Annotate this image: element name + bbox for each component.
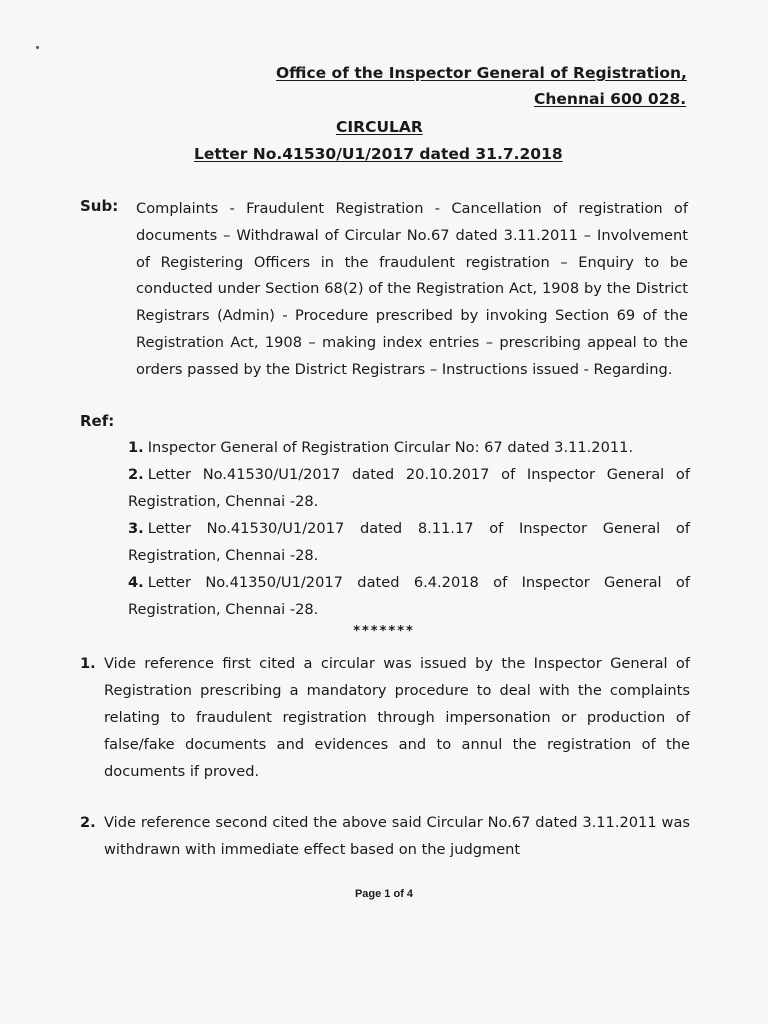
paragraph-number: 2. bbox=[80, 814, 96, 831]
reference-number: 1. bbox=[128, 439, 144, 456]
reference-number: 3. bbox=[128, 520, 144, 537]
office-title: Office of the Inspector General of Registration, bbox=[276, 64, 687, 82]
section-separator: ******* bbox=[353, 624, 415, 639]
paragraph-text: Vide reference first cited a circular was issued by the Inspector General of Registration prescribing a mandatory procedure to deal with the complaints relating to fraudulent registration through impersonation or production of false/fake documents and evidences and to annul the registration of the documents if proved. bbox=[104, 655, 690, 780]
circular-title: CIRCULAR bbox=[336, 118, 423, 136]
reference-text: Inspector General of Registration Circular No: 67 dated 3.11.2011. bbox=[147, 439, 634, 456]
letter-reference: Letter No.41530/U1/2017 dated 31.7.2018 bbox=[194, 145, 563, 163]
scan-speck bbox=[36, 46, 39, 49]
reference-item bbox=[128, 461, 690, 515]
reference-number: 4. bbox=[128, 574, 144, 591]
reference-number: 2. bbox=[128, 466, 144, 483]
paragraph-text: Vide reference second cited the above said Circular No.67 dated 3.11.2011 was withdrawn with immediate effect based on the judgment bbox=[104, 814, 690, 858]
reference-item bbox=[128, 515, 690, 569]
reference-item bbox=[128, 569, 690, 623]
paragraph-number: 1. bbox=[80, 655, 96, 672]
reference-item bbox=[128, 434, 690, 461]
paragraph bbox=[80, 650, 690, 785]
subject-text: Complaints - Fraudulent Registration - Cancellation of registration of documents – Withdrawal of Circular No.67 dated 3.11.2011 – Involvement of Registering Officers in the fraudulent registration – Enquiry to be conducted under Section 68(2) of the Registration Act, 1908 by the District Registrars (Admin) - Procedure prescribed by invoking Section 69 of the Registration Act, 1908 – making index entries – prescribing appeal to the orders passed by the District Registrars – Instructions issued - Regarding. bbox=[136, 200, 688, 378]
office-city: Chennai 600 028. bbox=[534, 90, 687, 108]
reference-text: Letter No.41530/U1/2017 dated 20.10.2017 of Inspector General of Registration, Chennai -28. bbox=[128, 466, 690, 510]
reference-list bbox=[128, 434, 690, 623]
reference-text: Letter No.41530/U1/2017 dated 8.11.17 of Inspector General of Registration, Chennai -28. bbox=[128, 520, 690, 564]
reference-text: Letter No.41350/U1/2017 dated 6.4.2018 of Inspector General of Registration, Chennai -28. bbox=[128, 574, 690, 618]
reference-label: Ref: bbox=[80, 412, 115, 430]
page-number: Page 1 of 4 bbox=[354, 888, 414, 900]
paragraph bbox=[80, 809, 690, 863]
subject-label: Sub: bbox=[80, 197, 119, 215]
